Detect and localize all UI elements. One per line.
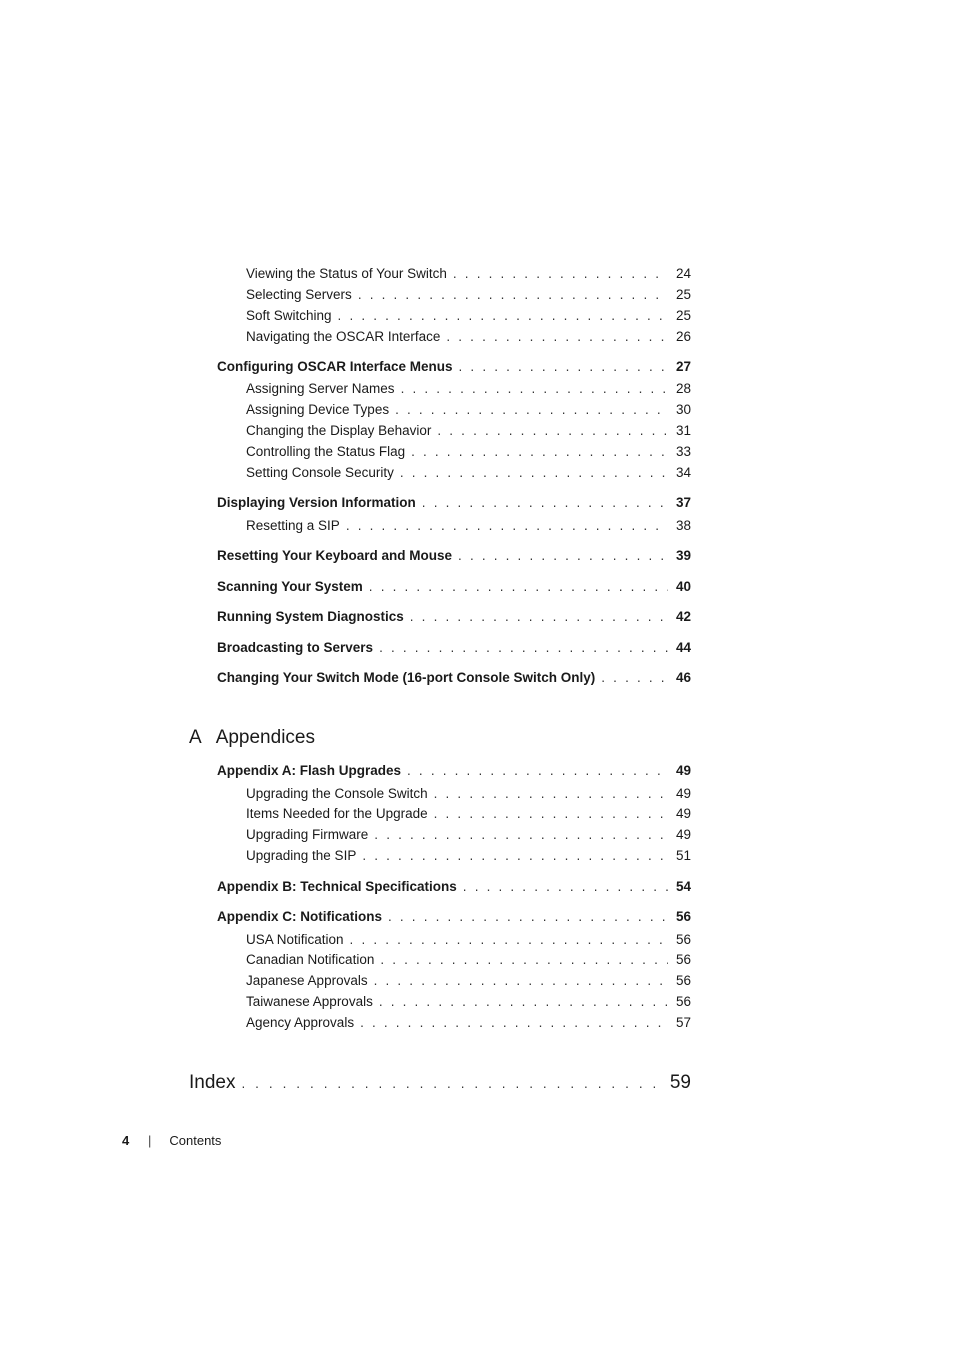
toc-entry-title: Assigning Server Names (246, 381, 395, 396)
dot-leader (411, 444, 668, 459)
toc-section-page: 42 (675, 609, 691, 624)
footer-page-number: 4 (122, 1133, 130, 1148)
toc-entry[interactable] (246, 266, 691, 281)
toc-section[interactable] (217, 909, 691, 924)
dot-leader (422, 495, 668, 510)
dot-leader (362, 848, 668, 863)
toc-entry-title: Resetting a SIP (246, 518, 340, 533)
toc-entry[interactable] (246, 402, 691, 417)
dot-leader (458, 548, 668, 563)
dot-leader (350, 932, 668, 947)
toc-section-title: Displaying Version Information (217, 495, 416, 510)
dot-leader (437, 423, 668, 438)
toc-entry-page: 28 (675, 381, 691, 396)
dot-leader (241, 1076, 661, 1091)
toc-entry-page: 56 (675, 973, 691, 988)
toc-entry-title: Upgrading Firmware (246, 827, 369, 842)
toc-entry-title: Upgrading the SIP (246, 848, 357, 863)
toc-entry[interactable] (246, 423, 691, 438)
chapter-title: Appendices (215, 727, 315, 748)
toc-section[interactable] (217, 548, 691, 563)
toc-entry-page: 34 (675, 465, 691, 480)
dot-leader (453, 266, 668, 281)
toc-entry-title: Soft Switching (246, 308, 332, 323)
toc-section-title: Appendix B: Technical Specifications (217, 879, 457, 894)
toc-entry[interactable] (246, 465, 691, 480)
toc-section-page: 49 (675, 763, 691, 778)
chapter-letter: A (189, 727, 202, 748)
toc-entry-title: Upgrading the Console Switch (246, 786, 428, 801)
toc-section-page: 56 (675, 909, 691, 924)
dot-leader (410, 609, 668, 624)
dot-leader (360, 1015, 668, 1030)
dot-leader (434, 786, 668, 801)
dot-leader (379, 640, 668, 655)
toc-entry-title: Changing the Display Behavior (246, 423, 432, 438)
toc-entry[interactable] (246, 287, 691, 302)
index-page: 59 (669, 1072, 691, 1093)
dot-leader (459, 359, 668, 374)
toc-entry-page: 33 (675, 444, 691, 459)
toc-entry-page: 49 (675, 827, 691, 842)
dot-leader (463, 879, 668, 894)
chapter-heading[interactable] (189, 727, 315, 749)
toc-entry[interactable] (246, 973, 691, 988)
dot-leader (446, 329, 668, 344)
toc-entry-page: 30 (675, 402, 691, 417)
toc-section-title: Changing Your Switch Mode (16-port Console Switch Only) (217, 670, 596, 685)
toc-entry-page: 24 (675, 266, 691, 281)
toc-entry-page: 49 (675, 786, 691, 801)
toc-section[interactable] (217, 879, 691, 894)
dot-leader (395, 402, 668, 417)
toc-section[interactable] (217, 359, 691, 374)
toc-section-title: Running System Diagnostics (217, 609, 404, 624)
toc-entry-page: 56 (675, 952, 691, 967)
toc-entry-page: 51 (675, 848, 691, 863)
toc-entry-title: Agency Approvals (246, 1015, 355, 1030)
toc-entry[interactable] (246, 1015, 691, 1030)
toc-section[interactable] (217, 640, 691, 655)
toc-entry[interactable] (246, 444, 691, 459)
page-footer (122, 1133, 221, 1148)
toc-entry[interactable] (246, 827, 691, 842)
toc-section[interactable] (217, 670, 691, 685)
dot-leader (380, 952, 668, 967)
toc-entry[interactable] (246, 308, 691, 323)
dot-leader (434, 806, 668, 821)
toc-index-entry[interactable] (189, 1072, 691, 1094)
footer-label: Contents (169, 1133, 222, 1148)
dot-leader (407, 763, 668, 778)
toc-entry[interactable] (246, 994, 691, 1009)
toc-entry[interactable] (246, 932, 691, 947)
toc-entry-title: Taiwanese Approvals (246, 994, 373, 1009)
toc-section-page: 54 (675, 879, 691, 894)
index-title: Index (189, 1072, 236, 1093)
toc-entry[interactable] (246, 329, 691, 344)
dot-leader (379, 994, 668, 1009)
toc-entry-title: Canadian Notification (246, 952, 375, 967)
toc-section[interactable] (217, 579, 691, 594)
toc-entry-page: 25 (675, 308, 691, 323)
toc-entry-page: 31 (675, 423, 691, 438)
toc-entry-page: 38 (675, 518, 691, 533)
toc-section[interactable] (217, 763, 691, 778)
toc-section-title: Scanning Your System (217, 579, 363, 594)
toc-section-title: Broadcasting to Servers (217, 640, 374, 655)
toc-section[interactable] (217, 609, 691, 624)
toc-section-title: Configuring OSCAR Interface Menus (217, 359, 453, 374)
toc-entry-title: Setting Console Security (246, 465, 394, 480)
dot-leader (374, 973, 668, 988)
toc-section-title: Appendix C: Notifications (217, 909, 382, 924)
toc-entry-title: Selecting Servers (246, 287, 352, 302)
toc-section-title: Appendix A: Flash Upgrades (217, 763, 402, 778)
dot-leader (369, 579, 668, 594)
toc-section-page: 37 (675, 495, 691, 510)
toc-entry-title: Japanese Approvals (246, 973, 368, 988)
toc-entry-page: 57 (675, 1015, 691, 1030)
dot-leader (374, 827, 668, 842)
dot-leader (400, 465, 668, 480)
toc-section-title: Resetting Your Keyboard and Mouse (217, 548, 453, 563)
toc-entry-title: USA Notification (246, 932, 344, 947)
toc-section[interactable] (217, 495, 691, 510)
toc-entry-title: Navigating the OSCAR Interface (246, 329, 441, 344)
toc-entry[interactable] (246, 381, 691, 396)
toc-section-page: 39 (675, 548, 691, 563)
toc-entry[interactable] (246, 952, 691, 967)
toc-entry-title: Viewing the Status of Your Switch (246, 266, 447, 281)
toc-entry-title: Items Needed for the Upgrade (246, 806, 428, 821)
toc-entry-title: Controlling the Status Flag (246, 444, 406, 459)
toc-section-page: 44 (675, 640, 691, 655)
toc-entry-title: Assigning Device Types (246, 402, 390, 417)
toc-section-page: 46 (675, 670, 691, 685)
toc-entry[interactable] (246, 848, 691, 863)
dot-leader (358, 287, 668, 302)
toc-entry-page: 56 (675, 994, 691, 1009)
toc-entry-page: 56 (675, 932, 691, 947)
footer-separator: | (148, 1133, 152, 1148)
dot-leader (338, 308, 668, 323)
toc-entry[interactable] (246, 786, 691, 801)
dot-leader (601, 670, 668, 685)
dot-leader (346, 518, 668, 533)
dot-leader (401, 381, 668, 396)
toc-entry-page: 49 (675, 806, 691, 821)
dot-leader (388, 909, 668, 924)
toc-entry-page: 26 (675, 329, 691, 344)
toc-entry[interactable] (246, 518, 691, 533)
toc-entry[interactable] (246, 806, 691, 821)
toc-section-page: 27 (675, 359, 691, 374)
toc-entry-page: 25 (675, 287, 691, 302)
toc-section-page: 40 (675, 579, 691, 594)
